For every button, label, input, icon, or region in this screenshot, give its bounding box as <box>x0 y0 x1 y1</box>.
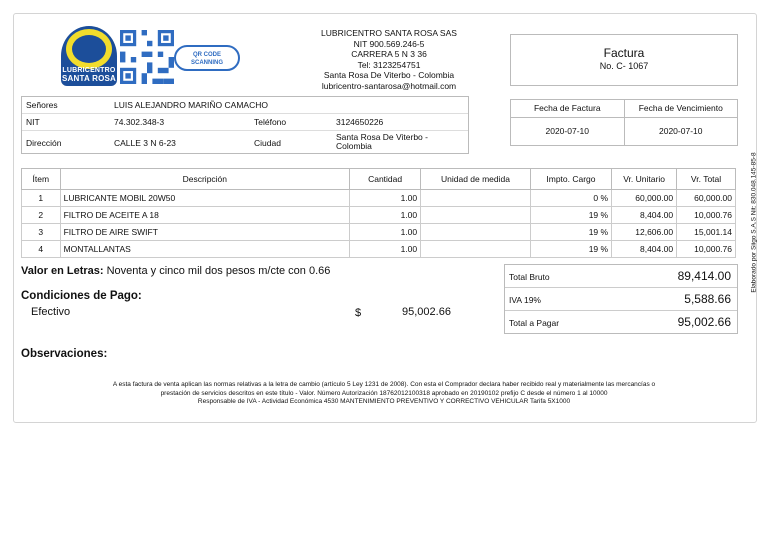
side-credit <box>749 134 759 314</box>
cell-desc: FILTRO DE ACEITE A 18 <box>60 207 349 224</box>
cell-desc: LUBRICANTE MOBIL 20W50 <box>60 190 349 207</box>
cell-unit <box>421 224 531 241</box>
valor-letras <box>21 265 330 277</box>
nit-value: 74.302.348-3 <box>114 117 165 127</box>
header-tax: Impto. Cargo <box>530 169 611 190</box>
nit-label: NIT <box>26 117 40 127</box>
ciudad-value: Santa Rosa De Viterbo - Colombia <box>336 132 428 151</box>
direccion-label: Dirección <box>26 138 62 148</box>
cell-tax: 19 % <box>530 207 611 224</box>
company-name: LUBRICENTRO SANTA ROSA SAS <box>321 28 457 38</box>
cell-desc: FILTRO DE AIRE SWIFT <box>60 224 349 241</box>
cell-unit <box>421 207 531 224</box>
table-row <box>22 241 736 258</box>
total-bruto-label: Total Bruto <box>509 272 550 282</box>
iva-value: 5,588.66 <box>684 292 731 306</box>
invoice-title: Factura <box>603 46 645 60</box>
senores-label: Señores <box>26 100 58 110</box>
cell-price: 60,000.00 <box>612 190 677 207</box>
header-total: Vr. Total <box>677 169 736 190</box>
invoice-number: No. C- 1067 <box>599 61 649 71</box>
cell-tax: 19 % <box>530 224 611 241</box>
currency-symbol: $ <box>355 307 362 319</box>
qr-code-badge <box>174 45 240 71</box>
cell-item: 2 <box>22 207 61 224</box>
invoice-number-box <box>510 34 738 86</box>
valor-letras-value: Noventa y cinco mil dos pesos m/cte con 0.66 <box>106 265 331 277</box>
senores-value: LUIS ALEJANDRO MARIÑO CAMACHO <box>114 100 268 110</box>
cell-unit <box>421 190 531 207</box>
fecha-vencimiento-value: 2020-07-10 <box>659 126 703 136</box>
condiciones-value: Efectivo <box>31 306 71 318</box>
cell-total: 10,000.76 <box>677 207 736 224</box>
client-info <box>21 96 469 154</box>
ciudad-label: Ciudad <box>254 138 281 148</box>
company-phone: Tel: 3123254751 <box>357 59 421 70</box>
cell-item: 4 <box>22 241 61 258</box>
header-price: Vr. Unitario <box>612 169 677 190</box>
qr-code-icon <box>120 30 174 84</box>
legal-text <box>34 381 734 407</box>
logo-text-line2: SANTA ROSA <box>62 74 116 83</box>
telefono-value: 3124650226 <box>336 117 384 127</box>
cell-item: 1 <box>22 190 61 207</box>
dates-box <box>510 99 738 146</box>
iva-label: IVA 19% <box>509 295 541 305</box>
header-desc: Descripción <box>60 169 349 190</box>
header-item: Ítem <box>22 169 61 190</box>
legal-line2: prestación de servicios descritos en este título - Valor. Número Autorización 18762012100318 aprobado en 20190102 prefijo C desde el número 1 al 10000 <box>160 389 608 397</box>
cell-price: 8,404.00 <box>612 241 677 258</box>
company-logo <box>61 26 117 86</box>
condiciones-amount: 95,002.66 <box>402 306 451 318</box>
total-pagar-value: 95,002.66 <box>677 315 731 329</box>
cell-total: 60,000.00 <box>677 190 736 207</box>
items-table <box>21 168 736 258</box>
legal-line1: A esta factura de venta aplican las normas relativas a la letra de cambio (artículo 5 Ley 1231 de 2008). Con esta el Comprador declara haber recibido real y materialmente las mercancías o <box>112 381 656 388</box>
cell-item: 3 <box>22 224 61 241</box>
qr-badge-line2: SCANNING <box>190 60 223 66</box>
cell-total: 10,000.76 <box>677 241 736 258</box>
cell-price: 12,606.00 <box>612 224 677 241</box>
totals-box <box>504 264 738 334</box>
company-address: CARRERA 5 N 3 36 <box>351 49 427 59</box>
fecha-vencimiento-label: Fecha de Vencimiento <box>638 103 723 113</box>
total-pagar-label: Total a Pagar <box>509 318 560 328</box>
cell-qty: 1.00 <box>350 190 421 207</box>
company-city: Santa Rosa De Viterbo - Colombia <box>323 70 455 80</box>
observaciones-label: Observaciones: <box>21 348 108 360</box>
cell-qty: 1.00 <box>350 207 421 224</box>
company-email: lubricentro-santarosa@hotmail.com <box>321 80 457 91</box>
logo-text-line1: LUBRICENTRO <box>62 67 116 74</box>
table-row <box>22 224 736 241</box>
fecha-factura-label: Fecha de Factura <box>511 100 625 117</box>
cell-tax: 0 % <box>530 190 611 207</box>
direccion-value: CALLE 3 N 6-23 <box>114 138 176 148</box>
fecha-factura-value: 2020-07-10 <box>511 118 625 145</box>
table-header-row <box>22 169 736 190</box>
valor-letras-label: Valor en Letras: <box>21 265 104 277</box>
table-row <box>22 207 736 224</box>
cell-qty: 1.00 <box>350 224 421 241</box>
company-info <box>304 28 474 91</box>
invoice-card <box>13 13 757 423</box>
qr-badge-line1: QR CODE <box>192 52 221 58</box>
cell-desc: MONTALLANTAS <box>60 241 349 258</box>
table-row <box>22 190 736 207</box>
cell-unit <box>421 241 531 258</box>
cell-total: 15,001.14 <box>677 224 736 241</box>
cell-tax: 19 % <box>530 241 611 258</box>
cell-qty: 1.00 <box>350 241 421 258</box>
header-unit: Unidad de medida <box>421 169 531 190</box>
side-credit-text: Elaborado por Siigo S.A.S Nit: 830.048.145-85-8 <box>750 152 758 293</box>
condiciones-label: Condiciones de Pago: <box>21 290 142 302</box>
cell-price: 8,404.00 <box>612 207 677 224</box>
total-bruto-value: 89,414.00 <box>677 269 731 283</box>
telefono-label: Teléfono <box>254 117 287 127</box>
legal-line3: Responsable de IVA - Actividad Económica 4530 MANTENIMIENTO PREVENTIVO Y CORRECTIVO VEHICULAR Tarifa 5X1000 <box>197 398 571 405</box>
company-nit: NIT 900.569.246-5 <box>353 38 425 49</box>
header-qty: Cantidad <box>350 169 421 190</box>
